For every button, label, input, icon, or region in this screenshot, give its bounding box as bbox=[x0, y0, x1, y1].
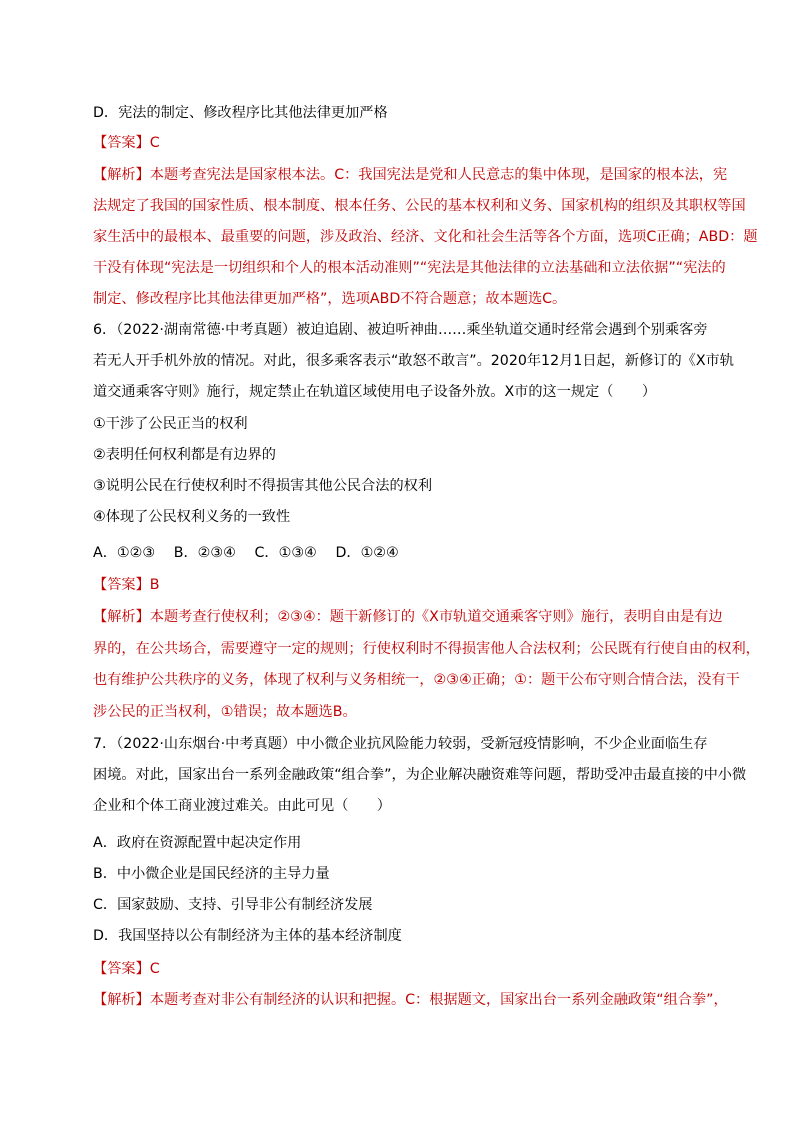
q6-analysis-line: 【解析】本题考查行使权利；②③④：题干新修订的《X市轨道交通乘客守则》施行，表明自由是有边 bbox=[93, 609, 723, 625]
analysis-tag: 【解析】 bbox=[93, 167, 150, 183]
q6-statement: ①干涉了公民正当的权利 bbox=[93, 416, 248, 432]
q7-option: B．中小微企业是国民经济的主导力量 bbox=[93, 866, 330, 882]
answer-value: B bbox=[149, 577, 160, 593]
q6-stem-line: 道交通乘客守则》施行，规定禁止在轨道区域使用电子设备外放。X市的这一规定（ ） bbox=[93, 384, 657, 400]
q5-answer bbox=[93, 133, 160, 153]
q6-stem-line: 6．（2022·湖南常德·中考真题）被迫追剧、被迫听神曲……乘坐轨道交通时经常会遇到个别乘客旁 bbox=[93, 322, 708, 338]
q6-stem-line: 若无人开手机外放的情况。对此，很多乘客表示“敢怒不敢言”。2020年12月1日起，新修订的《X市轨 bbox=[93, 353, 734, 369]
q7-option: D．我国坚持以公有制经济为主体的基本经济制度 bbox=[93, 928, 402, 944]
q5-analysis-line: 制定、修改程序比其他法律更加严格”，选项ABD不符合题意；故本题选C。 bbox=[93, 291, 567, 307]
analysis-tag: 【解析】 bbox=[93, 609, 150, 625]
q7-stem-line: 企业和个体工商业渡过难关。由此可见（ ） bbox=[93, 798, 391, 814]
q6-analysis-line: 涉公民的正当权利，①错误；故本题选B。 bbox=[93, 704, 357, 720]
q5-option-d: D．宪法的制定、修改程序比其他法律更加严格 bbox=[93, 105, 388, 121]
q6-statement: ②表明任何权利都是有边界的 bbox=[93, 447, 276, 463]
analysis-tag: 【解析】 bbox=[93, 992, 150, 1008]
answer-tag: 【答案】 bbox=[93, 577, 150, 593]
q6-analysis-line: 界的，在公共场合，需要遵守一定的规则；行使权利时不得损害他人合法权利；公民既有行使自由的权利， bbox=[93, 641, 760, 657]
answer-value: C bbox=[149, 135, 160, 151]
q7-answer bbox=[93, 959, 160, 979]
answer-value: C bbox=[149, 961, 160, 977]
answer-tag: 【答案】 bbox=[93, 135, 150, 151]
q5-analysis-line: 法规定了我国的国家性质、根本制度、根本任务、公民的基本权利和义务、国家机构的组织及其职权等国 bbox=[93, 198, 746, 214]
q6-statement: ④体现了公民权利义务的一致性 bbox=[93, 509, 291, 525]
q7-stem-line: 困境。对此，国家出台一系列金融政策“组合拳”，为企业解决融资难等问题，帮助受冲击最直接的中小微 bbox=[93, 767, 747, 783]
q5-analysis-line: 家生活中的最根本、最重要的问题，涉及政治、经济、文化和社会生活等各个方面，选项C正确；ABD：题 bbox=[93, 229, 758, 245]
q6-answer bbox=[93, 575, 160, 595]
q6-statement: ③说明公民在行使权利时不得损害其他公民合法的权利 bbox=[93, 478, 433, 494]
answer-tag: 【答案】 bbox=[93, 961, 150, 977]
q6-options: A．①②③ B．②③④ C．①③④ D．①②④ bbox=[93, 545, 399, 561]
q5-analysis-line: 【解析】本题考查宪法是国家根本法。C：我国宪法是党和人民意志的集中体现，是国家的根本法，宪 bbox=[93, 167, 728, 183]
q7-analysis-line: 【解析】本题考查对非公有制经济的认识和把握。C：根据题文，国家出台一系列金融政策“组合拳”， bbox=[93, 992, 728, 1008]
q7-stem-line: 7．（2022·山东烟台·中考真题）中小微企业抗风险能力较弱，受新冠疫情影响，不少企业面临生存 bbox=[93, 736, 708, 752]
q6-analysis-line: 也有维护公共秩序的义务，体现了权利与义务相统一，②③④正确；①：题干公布守则合情合法，没有干 bbox=[93, 672, 740, 688]
q7-option: C．国家鼓励、支持、引导非公有制经济发展 bbox=[93, 897, 373, 913]
q5-analysis-line: 干没有体现“宪法是一切组织和个人的根本活动准则”“宪法是其他法律的立法基础和立法依据”“宪法的 bbox=[93, 260, 726, 276]
q7-option: A．政府在资源配置中起决定作用 bbox=[93, 835, 302, 851]
